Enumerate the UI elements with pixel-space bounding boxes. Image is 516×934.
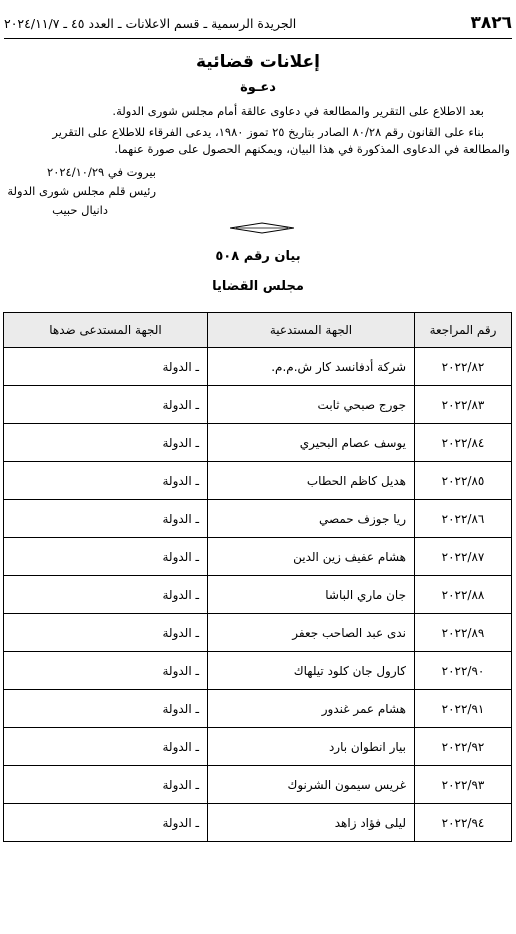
cell-ref: ٢٠٢٢/٨٨	[415, 576, 512, 614]
header-defendant: الجهة المستدعى ضدها	[4, 313, 208, 348]
cell-ref: ٢٠٢٢/٩٤	[415, 804, 512, 842]
cell-plaintiff: يوسف عصام البحيري	[208, 424, 415, 462]
cell-ref: ٢٠٢٢/٨٧	[415, 538, 512, 576]
table-row	[4, 652, 512, 690]
signature-block	[6, 165, 156, 222]
section-title: إعلانات قضائية	[195, 52, 320, 72]
table-row	[4, 728, 512, 766]
cell-plaintiff: شركة أدفانسد كار ش.م.م.	[208, 348, 415, 386]
cases-table	[3, 312, 512, 842]
cell-defendant: ـ الدولة	[4, 652, 208, 690]
statement-title: بيان رقم ٥٠٨	[215, 249, 301, 264]
cell-plaintiff: هشام عفيف زين الدين	[208, 538, 415, 576]
cell-defendant: ـ الدولة	[4, 576, 208, 614]
page-number: ٣٨٢٦	[470, 13, 512, 33]
cell-plaintiff: جان ماري الباشا	[208, 576, 415, 614]
cell-ref: ٢٠٢٢/٩٠	[415, 652, 512, 690]
cell-ref: ٢٠٢٢/٨٦	[415, 500, 512, 538]
cell-plaintiff: بيار انطوان بارد	[208, 728, 415, 766]
cell-plaintiff: كارول جان كلود تيلهاك	[208, 652, 415, 690]
table-row	[4, 576, 512, 614]
divider-ornament	[230, 222, 294, 234]
cell-plaintiff: ندى عبد الصاحب جعفر	[208, 614, 415, 652]
cell-defendant: ـ الدولة	[4, 766, 208, 804]
table-row	[4, 424, 512, 462]
notice-title: دعـوة	[240, 80, 276, 95]
table-row	[4, 614, 512, 652]
header-plaintiff: الجهة المستدعية	[208, 313, 415, 348]
header-ref: رقم المراجعة	[415, 313, 512, 348]
cell-defendant: ـ الدولة	[4, 728, 208, 766]
cell-plaintiff: ليلى فؤاد زاهد	[208, 804, 415, 842]
cell-ref: ٢٠٢٢/٨٤	[415, 424, 512, 462]
cell-plaintiff: هشام عمر غندور	[208, 690, 415, 728]
table-row	[4, 386, 512, 424]
cell-defendant: ـ الدولة	[4, 462, 208, 500]
cell-defendant: ـ الدولة	[4, 538, 208, 576]
cell-defendant: ـ الدولة	[4, 614, 208, 652]
cell-ref: ٢٠٢٢/٩١	[415, 690, 512, 728]
council-name: مجلس القضايا	[212, 279, 304, 294]
cell-defendant: ـ الدولة	[4, 804, 208, 842]
signer-name: دانيال حبيب	[52, 203, 108, 217]
cell-defendant: ـ الدولة	[4, 500, 208, 538]
cell-ref: ٢٠٢٢/٩٣	[415, 766, 512, 804]
gazette-issue-line: الجريدة الرسمية ـ قسم الاعلانات ـ العدد ٤٥ ـ ٢٠٢٤/١١/٧	[4, 15, 297, 31]
table-row	[4, 766, 512, 804]
cell-defendant: ـ الدولة	[4, 424, 208, 462]
table-row	[4, 690, 512, 728]
cell-defendant: ـ الدولة	[4, 348, 208, 386]
table-header-row	[4, 313, 512, 348]
notice-paragraph-1: بعد الاطلاع على التقرير والمطالعة في دعاوى عالقة أمام مجلس شورى الدولة.	[112, 104, 484, 118]
cell-ref: ٢٠٢٢/٨٩	[415, 614, 512, 652]
cell-ref: ٢٠٢٢/٨٥	[415, 462, 512, 500]
table-row	[4, 538, 512, 576]
cell-ref: ٢٠٢٢/٩٢	[415, 728, 512, 766]
cell-ref: ٢٠٢٢/٨٢	[415, 348, 512, 386]
page-header	[4, 8, 512, 39]
notice-date: بيروت في ٢٠٢٤/١٠/٢٩	[47, 165, 156, 179]
table-row	[4, 462, 512, 500]
notice-paragraph-2: بناء على القانون رقم ٨٠/٢٨ الصادر بتاريخ ٢٥ تموز ١٩٨٠، يدعى الفرقاء للاطلاع على التقرير والمطالعة في الدعاوى المذكورة في هذا البيان، ويمكنهم الحصول على صورة عنهما.	[52, 125, 510, 156]
table-row	[4, 348, 512, 386]
signer-title: رئيس قلم مجلس شورى الدولة	[7, 184, 156, 198]
cell-ref: ٢٠٢٢/٨٣	[415, 386, 512, 424]
cell-plaintiff: جورج صبحي ثابت	[208, 386, 415, 424]
table-row	[4, 500, 512, 538]
cell-plaintiff: غريس سيمون الشرنوك	[208, 766, 415, 804]
cell-defendant: ـ الدولة	[4, 690, 208, 728]
cell-plaintiff: هديل كاظم الحطاب	[208, 462, 415, 500]
cell-defendant: ـ الدولة	[4, 386, 208, 424]
table-row	[4, 804, 512, 842]
cell-plaintiff: ريا جوزف حمصي	[208, 500, 415, 538]
